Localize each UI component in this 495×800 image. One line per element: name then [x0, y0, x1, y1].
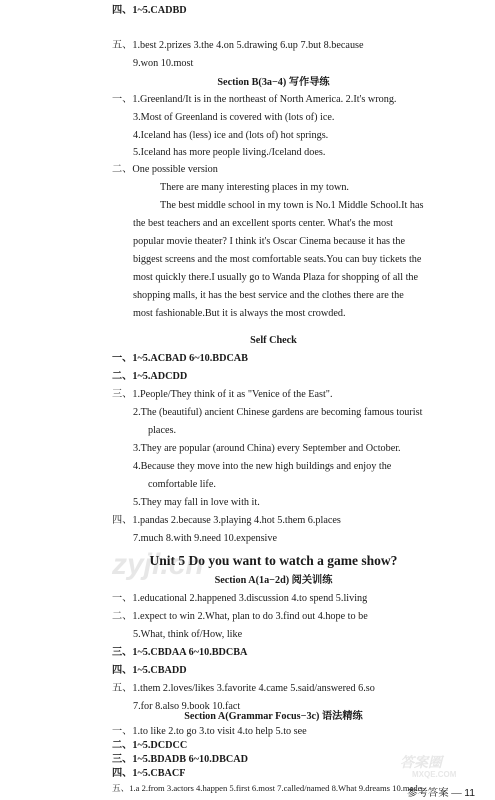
- line-24: 4.Because they move into the new high buildings and enjoy the: [133, 461, 392, 472]
- line-9: There are many interesting places in my town.: [160, 182, 349, 193]
- line-41: 三、1~5.BDADB 6~10.DBCAD: [112, 754, 248, 765]
- line-19: 二、1~5.ADCDD: [112, 371, 188, 382]
- line-18: 一、1~5.ACBAD 6~10.BDCAB: [112, 353, 248, 364]
- line-31: 一、1.educational 2.happened 3.discussion 4.to spend 5.living: [112, 593, 368, 604]
- line-12: popular movie theater? I think it's Oscar Cinema because it has the: [133, 236, 405, 247]
- line-27: 四、1.pandas 2.because 3.playing 4.hot 5.them 6.places: [112, 515, 341, 526]
- unit-title: Unit 5 Do you want to watch a game show?: [149, 553, 398, 568]
- line-43: 五、1.a 2.from 3.actors 4.happen 5.first 6.most 7.called/named 8.What 9.dreams 10.made: [112, 783, 422, 793]
- line-11: the best teachers and an excellent sports center. What's the most: [133, 218, 393, 229]
- line-34: 三、1~5.CBDAA 6~10.BDCBA: [112, 647, 248, 658]
- line-2: 9.won 10.most: [133, 58, 194, 69]
- line-21: 2.The (beautiful) ancient Chinese gardens are becoming famous tourist: [133, 407, 423, 418]
- line-20: 三、1.People/They think of it as "Venice of the East".: [112, 389, 333, 400]
- line-0: 四、1~5.CADBD: [112, 5, 187, 16]
- line-39: 一、1.to like 2.to go 3.to visit 4.to help 5.to see: [112, 726, 307, 737]
- section-heading: Section B(3a−4) 写作导练: [217, 77, 330, 88]
- watermark-right: 答案圈: [400, 754, 442, 770]
- watermark-left: zyjl.cn: [112, 548, 204, 581]
- line-13: biggest screens and the most comfortable seats.You can buy tickets the: [133, 254, 422, 265]
- line-1: 五、1.best 2.prizes 3.the 4.on 5.drawing 6.up 7.but 8.because: [112, 40, 364, 51]
- line-16: most fashionable.But it is always the most crowded.: [133, 308, 346, 319]
- line-15: shopping malls, it has the best service and the clothes there are the: [133, 290, 404, 301]
- line-7: 5.Iceland has more people living./Iceland does.: [133, 147, 326, 158]
- line-36: 五、1.them 2.loves/likes 3.favorite 4.came 5.said/answered 6.so: [112, 683, 375, 694]
- line-42: 四、1~5.CBACF: [112, 768, 186, 779]
- line-25: comfortable life.: [148, 479, 216, 490]
- line-33: 5.What, think of/How, like: [133, 629, 243, 640]
- section-heading: Section A(1a−2d) 阅关训练: [214, 575, 333, 586]
- footer-label: 参考答案: [407, 788, 449, 799]
- line-26: 5.They may fall in love with it.: [133, 497, 260, 508]
- line-37: 7.for 8.also 9.book 10.fact: [133, 701, 241, 712]
- line-28: 7.much 8.with 9.need 10.expensive: [133, 533, 278, 544]
- line-10: The best middle school in my town is No.1 Middle School.It has: [160, 200, 424, 211]
- line-8: 二、One possible version: [112, 164, 218, 175]
- watermark-site: MXQE.COM: [412, 770, 457, 779]
- line-35: 四、1~5.CBADD: [112, 665, 187, 676]
- footer-dash: —: [451, 788, 462, 799]
- line-5: 3.Most of Greenland is covered with (lots of) ice.: [133, 112, 335, 123]
- section-heading: Section A(Grammar Focus−3c) 语法精练: [184, 711, 363, 722]
- page-number: 11: [464, 788, 475, 799]
- line-40: 二、1~5.DCDCC: [112, 740, 188, 751]
- line-4: 一、1.Greenland/It is in the northeast of North America. 2.It's wrong.: [112, 94, 397, 105]
- page-footer: [407, 784, 475, 799]
- line-22: places.: [148, 425, 177, 436]
- line-32: 二、1.expect to win 2.What, plan to do 3.find out 4.hope to be: [112, 611, 368, 622]
- line-6: 4.Iceland has (less) ice and (lots of) hot springs.: [133, 130, 329, 141]
- line-14: most quickly there.I usually go to Wanda Plaza for shopping of all the: [133, 272, 419, 283]
- line-23: 3.They are popular (around China) every September and October.: [133, 443, 401, 454]
- section-heading: Self Check: [250, 335, 297, 346]
